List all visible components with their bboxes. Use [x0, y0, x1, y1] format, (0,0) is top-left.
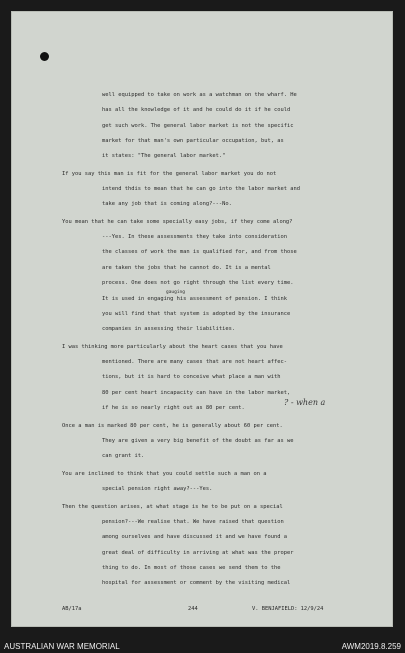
text-line: ---Yes. In these assessments they take into consideration — [102, 234, 287, 240]
text-line: intend thdis to mean that he can go into the labor market and — [102, 186, 300, 192]
handwritten-note: ? - when a — [284, 398, 326, 407]
text-line: the classes of work the man is qualified for, and from those — [102, 249, 297, 255]
text-line: get such work. The general labor market is not the specific — [102, 123, 294, 129]
text-line: great deal of difficulty in arriving at what was the proper — [102, 550, 294, 556]
text-line: Then the question arises, at what stage is he to be put on a special — [62, 504, 283, 510]
text-line: tions, but it is hard to conceive what place a man with — [102, 374, 281, 380]
text-line: You are inclined to think that you could settle such a man on a — [62, 471, 267, 477]
text-line: special pension right away?---Yes. — [102, 486, 213, 492]
text-line: mentioned. There are many cases that are not heart affec- — [102, 359, 287, 365]
text-line: hospital for assessment or comment by the visiting medical — [102, 580, 291, 586]
text-line: thing to do. In most of those cases we send them to the — [102, 565, 281, 571]
text-line: if he is so nearly right out as 80 per cent. — [102, 405, 245, 411]
text-line: you will find that that system is adopted by the insurance — [102, 311, 291, 317]
footer-witness-date: V. BENJAFIELD: 12/9/24 — [252, 606, 324, 612]
text-line: among ourselves and have discussed it and we have found a — [102, 534, 287, 540]
footer-ref: AB/17a — [62, 606, 82, 612]
archive-name: AUSTRALIAN WAR MEMORIAL — [4, 642, 120, 651]
text-line: You mean that he can take some specially easy jobs, if they come along? — [62, 219, 293, 225]
text-line: it states: "The general labor market." — [102, 153, 226, 159]
document-page — [11, 11, 393, 627]
text-line: has all the knowledge of it and he could do it if he could — [102, 107, 291, 113]
text-line: take any job that is coming along?---No. — [102, 201, 232, 207]
text-line: If you say this man is fit for the general labor market you do not — [62, 171, 277, 177]
text-line: 80 per cent heart incapacity can have in the labor market, — [102, 390, 291, 396]
text-line: well equipped to take on work as a watchman on the wharf. He — [102, 92, 297, 98]
text-line: process. One does not go right through the list every time. — [102, 280, 294, 286]
punch-hole — [40, 52, 49, 61]
text-line: They are given a very big benefit of the doubt as far as we — [102, 438, 294, 444]
text-line: market for that man's own particular occupation, but, as — [102, 138, 284, 144]
text-line: companies in assessing their liabilities. — [102, 326, 236, 332]
text-line: Once a man is marked 80 per cent, he is generally about 60 per cent. — [62, 423, 283, 429]
text-line: can grant it. — [102, 453, 145, 459]
text-line: pension?---We realise that. We have raised that question — [102, 519, 284, 525]
footer-page-number: 244 — [188, 606, 198, 612]
interlinear-word: gauging — [166, 290, 185, 295]
text-line: It is used in engaging his assessment of pension. I think — [102, 296, 287, 302]
text-line: I was thinking more particularly about the heart cases that you have — [62, 344, 283, 350]
archive-id: AWM2019.8.259 — [341, 642, 401, 651]
text-line: are taken the jobs that he cannot do. It is a mental — [102, 265, 271, 271]
